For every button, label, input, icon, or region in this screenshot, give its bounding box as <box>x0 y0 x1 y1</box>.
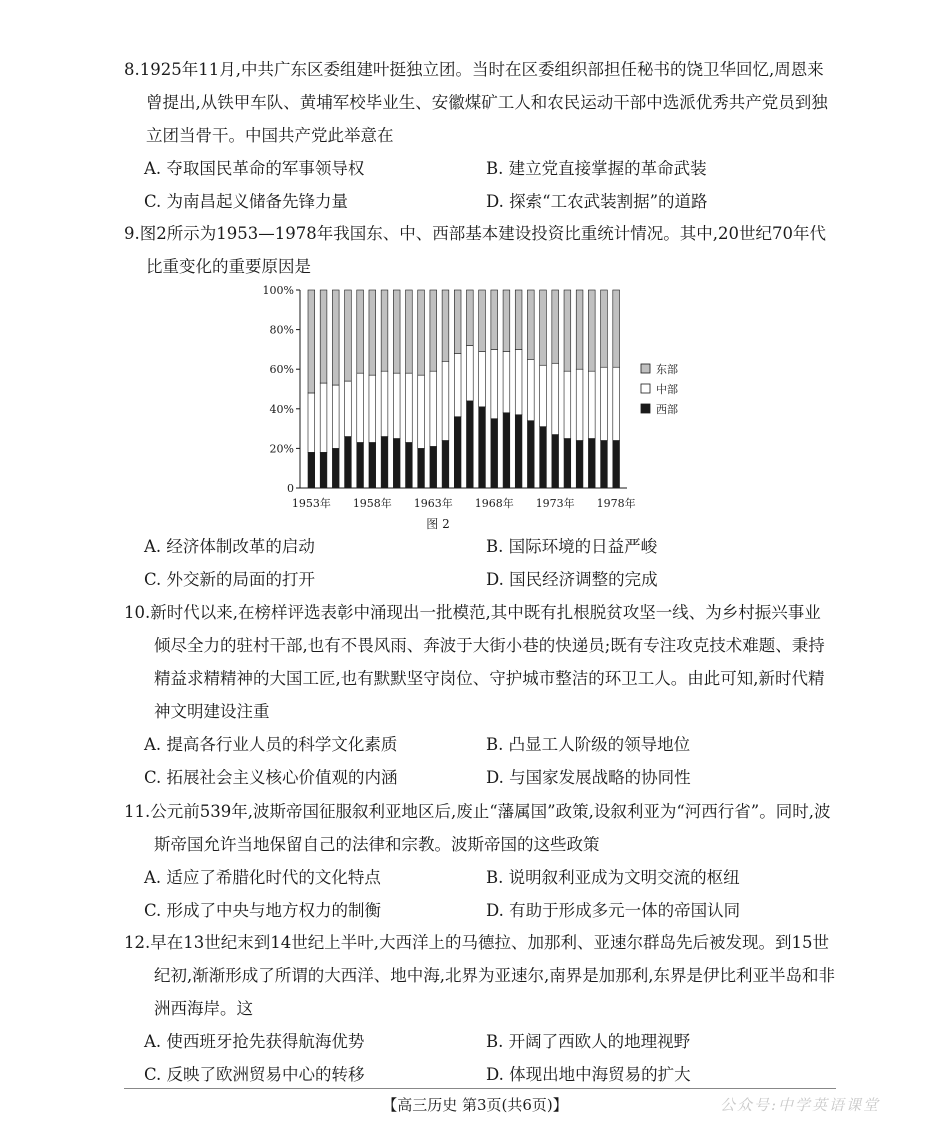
bar-1971-西部 <box>527 421 534 488</box>
chart-caption: 图 2 <box>426 517 450 531</box>
bar-1963-中部 <box>430 371 437 446</box>
option-c[interactable]: C. 外交新的局面的打开 <box>144 570 316 589</box>
bar-1968-西部 <box>491 419 498 488</box>
bar-1975-东部 <box>576 290 583 369</box>
question-12-stem: 12.早在13世纪末到14世纪上半叶,大西洋上的马德拉、加那利、亚速尔群岛先后被发现。到15世纪初,渐渐形成了所谓的大西洋、地中海,北界为亚速尔,南界是加那利,东界是伊比利亚半岛和非洲西海岸。这 <box>124 933 835 1018</box>
y-axis <box>263 284 300 495</box>
x-tick-label: 1973年 <box>535 497 575 510</box>
bar-1953-东部 <box>308 290 315 393</box>
option-c[interactable]: C. 拓展社会主义核心价值观的内涵 <box>144 768 398 787</box>
page-footer: 【高三历史 第3页(共6页)】 <box>382 1096 568 1114</box>
bar-1956-东部 <box>345 290 352 381</box>
option-c[interactable]: C. 反映了欧洲贸易中心的转移 <box>144 1065 365 1084</box>
bar-1972-西部 <box>540 427 547 488</box>
bar-1955-西部 <box>332 448 339 488</box>
option-d[interactable]: D. 探索“工农武装割据”的道路 <box>486 192 708 211</box>
bar-1962-西部 <box>418 448 425 488</box>
bar-1966-西部 <box>467 401 474 488</box>
bar-1977-中部 <box>601 367 608 440</box>
bar-1959-中部 <box>381 371 388 436</box>
watermark: 公众号:中学英语课堂 <box>719 1096 880 1114</box>
y-tick-label: 20% <box>269 442 294 456</box>
bar-1962-东部 <box>418 290 425 375</box>
option-a[interactable]: A. 夺取国民革命的军事领导权 <box>144 159 365 178</box>
bar-1955-东部 <box>332 290 339 385</box>
question-8-stem: 8.1925年11月,中共广东区委组建叶挺独立团。当时在区委组织部担任秘书的饶卫华回忆,周恩来曾提出,从铁甲车队、黄埔军校毕业生、安徽煤矿工人和农民运动干部中选派优秀共产党员到独立团当骨干。中国共产党此举意在 <box>124 60 828 145</box>
bar-1966-中部 <box>467 345 474 400</box>
bar-1972-东部 <box>540 290 547 365</box>
x-axis <box>292 488 636 510</box>
bar-1967-中部 <box>479 351 486 406</box>
option-b[interactable]: B. 国际环境的日益严峻 <box>486 537 658 556</box>
bar-1965-西部 <box>454 417 461 488</box>
bar-1963-东部 <box>430 290 437 371</box>
option-a[interactable]: A. 使西班牙抢先获得航海优势 <box>144 1032 365 1051</box>
bar-1973-中部 <box>552 363 559 434</box>
bar-1963-西部 <box>430 446 437 488</box>
legend-swatch-中部 <box>641 384 650 393</box>
bar-1964-东部 <box>442 290 449 361</box>
bar-1975-中部 <box>576 369 583 440</box>
y-tick-label: 0 <box>287 482 294 495</box>
bars <box>308 290 620 488</box>
bar-1970-东部 <box>515 290 522 349</box>
option-d[interactable]: D. 体现出地中海贸易的扩大 <box>486 1065 691 1084</box>
bar-1975-西部 <box>576 440 583 488</box>
y-tick-label: 60% <box>269 363 294 377</box>
bar-1969-中部 <box>503 351 510 412</box>
bar-1973-东部 <box>552 290 559 363</box>
option-b[interactable]: B. 凸显工人阶级的领导地位 <box>486 735 691 754</box>
investment-share-chart <box>255 280 695 535</box>
bar-1969-东部 <box>503 290 510 351</box>
bar-1956-中部 <box>345 381 352 436</box>
y-tick-label: 80% <box>269 323 294 337</box>
option-a[interactable]: A. 经济体制改革的启动 <box>144 537 315 556</box>
bar-1972-中部 <box>540 365 547 426</box>
question-11 <box>124 795 836 927</box>
bar-1967-东部 <box>479 290 486 351</box>
bar-1969-西部 <box>503 413 510 488</box>
bar-1964-中部 <box>442 361 449 440</box>
bar-1958-中部 <box>369 375 376 442</box>
bar-1974-中部 <box>564 371 571 438</box>
option-d[interactable]: D. 国民经济调整的完成 <box>486 570 658 589</box>
bar-1966-东部 <box>467 290 474 345</box>
bar-1957-西部 <box>357 442 364 488</box>
question-8-options <box>124 152 836 218</box>
legend-label-中部: 中部 <box>656 383 678 396</box>
bar-1955-中部 <box>332 385 339 448</box>
bar-1970-中部 <box>515 349 522 414</box>
legend-swatch-东部 <box>641 364 650 373</box>
bar-1967-西部 <box>479 407 486 488</box>
option-d[interactable]: D. 有助于形成多元一体的帝国认同 <box>486 901 741 920</box>
bar-1973-西部 <box>552 435 559 488</box>
bar-1976-西部 <box>588 439 595 489</box>
bar-1968-中部 <box>491 349 498 418</box>
question-10 <box>124 596 836 794</box>
x-tick-label: 1958年 <box>352 497 392 510</box>
bar-1970-西部 <box>515 415 522 488</box>
x-tick-label: 1978年 <box>596 497 636 510</box>
bar-1954-东部 <box>320 290 327 383</box>
option-d[interactable]: D. 与国家发展战略的协同性 <box>486 768 691 787</box>
bar-1954-中部 <box>320 383 327 452</box>
bar-1971-中部 <box>527 359 534 420</box>
question-12 <box>124 926 836 1091</box>
option-a[interactable]: A. 适应了希腊化时代的文化特点 <box>144 868 381 887</box>
bar-1976-中部 <box>588 371 595 438</box>
bar-1960-中部 <box>393 373 400 438</box>
bar-1960-东部 <box>393 290 400 373</box>
legend-label-西部: 西部 <box>656 403 678 416</box>
bar-1974-西部 <box>564 439 571 489</box>
question-12-options <box>124 1025 836 1091</box>
question-11-options <box>124 861 836 927</box>
bar-1956-西部 <box>345 437 352 488</box>
option-b[interactable]: B. 说明叙利亚成为文明交流的枢纽 <box>486 868 740 887</box>
bar-1971-东部 <box>527 290 534 359</box>
option-c[interactable]: C. 为南昌起义储备先锋力量 <box>144 192 349 211</box>
legend-label-东部: 东部 <box>656 363 678 376</box>
bar-1965-中部 <box>454 353 461 416</box>
x-tick-label: 1968年 <box>474 497 514 510</box>
option-c[interactable]: C. 形成了中央与地方权力的制衡 <box>144 901 382 920</box>
bar-1978-中部 <box>613 367 620 440</box>
bar-1960-西部 <box>393 439 400 489</box>
question-8 <box>124 53 836 218</box>
legend <box>641 363 678 416</box>
legend-swatch-西部 <box>641 404 650 413</box>
bar-1968-东部 <box>491 290 498 349</box>
bar-1953-西部 <box>308 452 315 488</box>
bar-1953-中部 <box>308 393 315 452</box>
footer-divider <box>124 1088 836 1089</box>
bar-1961-东部 <box>406 290 413 373</box>
bar-1976-东部 <box>588 290 595 371</box>
bar-1978-东部 <box>613 290 620 367</box>
y-tick-label: 100% <box>262 284 294 297</box>
bar-1961-西部 <box>406 442 413 488</box>
question-9-stem: 9.图2所示为1953—1978年我国东、中、西部基本建设投资比重统计情况。其中,20世纪70年代比重变化的重要原因是 <box>124 224 826 276</box>
bar-1957-中部 <box>357 373 364 442</box>
bar-1977-东部 <box>601 290 608 367</box>
x-tick-label: 1963年 <box>413 497 453 510</box>
bar-1965-东部 <box>454 290 461 353</box>
question-10-options <box>124 728 836 794</box>
question-11-stem: 11.公元前539年,波斯帝国征服叙利亚地区后,废止“藩属国”政策,设叙利亚为“河西行省”。同时,波斯帝国允许当地保留自己的法律和宗教。波斯帝国的这些政策 <box>124 802 831 854</box>
bar-1974-东部 <box>564 290 571 371</box>
bar-1977-西部 <box>601 440 608 488</box>
bar-1961-中部 <box>406 373 413 442</box>
question-10-stem: 10.新时代以来,在榜样评选表彰中涌现出一批模范,其中既有扎根脱贫攻坚一线、为乡村振兴事业倾尽全力的驻村干部,也有不畏风雨、奔波于大街小巷的快递员;既有专注攻克技术难题、秉持精益求精精神的大国工匠,也有默默坚守岗位、守护城市整洁的环卫工人。由此可知,新时代精神文明建设注重 <box>124 603 825 721</box>
bar-1962-中部 <box>418 375 425 448</box>
bar-1957-东部 <box>357 290 364 373</box>
bar-1959-西部 <box>381 437 388 488</box>
bar-1964-西部 <box>442 440 449 488</box>
x-tick-label: 1953年 <box>291 497 331 510</box>
option-b[interactable]: B. 开阔了西欧人的地理视野 <box>486 1032 691 1051</box>
option-a[interactable]: A. 提高各行业人员的科学文化素质 <box>144 735 398 754</box>
y-tick-label: 40% <box>269 402 294 416</box>
bar-1959-东部 <box>381 290 388 371</box>
question-9 <box>124 217 836 283</box>
bar-1978-西部 <box>613 440 620 488</box>
question-9-options <box>124 530 836 596</box>
bar-1958-西部 <box>369 442 376 488</box>
bar-1958-东部 <box>369 290 376 375</box>
bar-1954-西部 <box>320 452 327 488</box>
option-b[interactable]: B. 建立党直接掌握的革命武装 <box>486 159 707 178</box>
